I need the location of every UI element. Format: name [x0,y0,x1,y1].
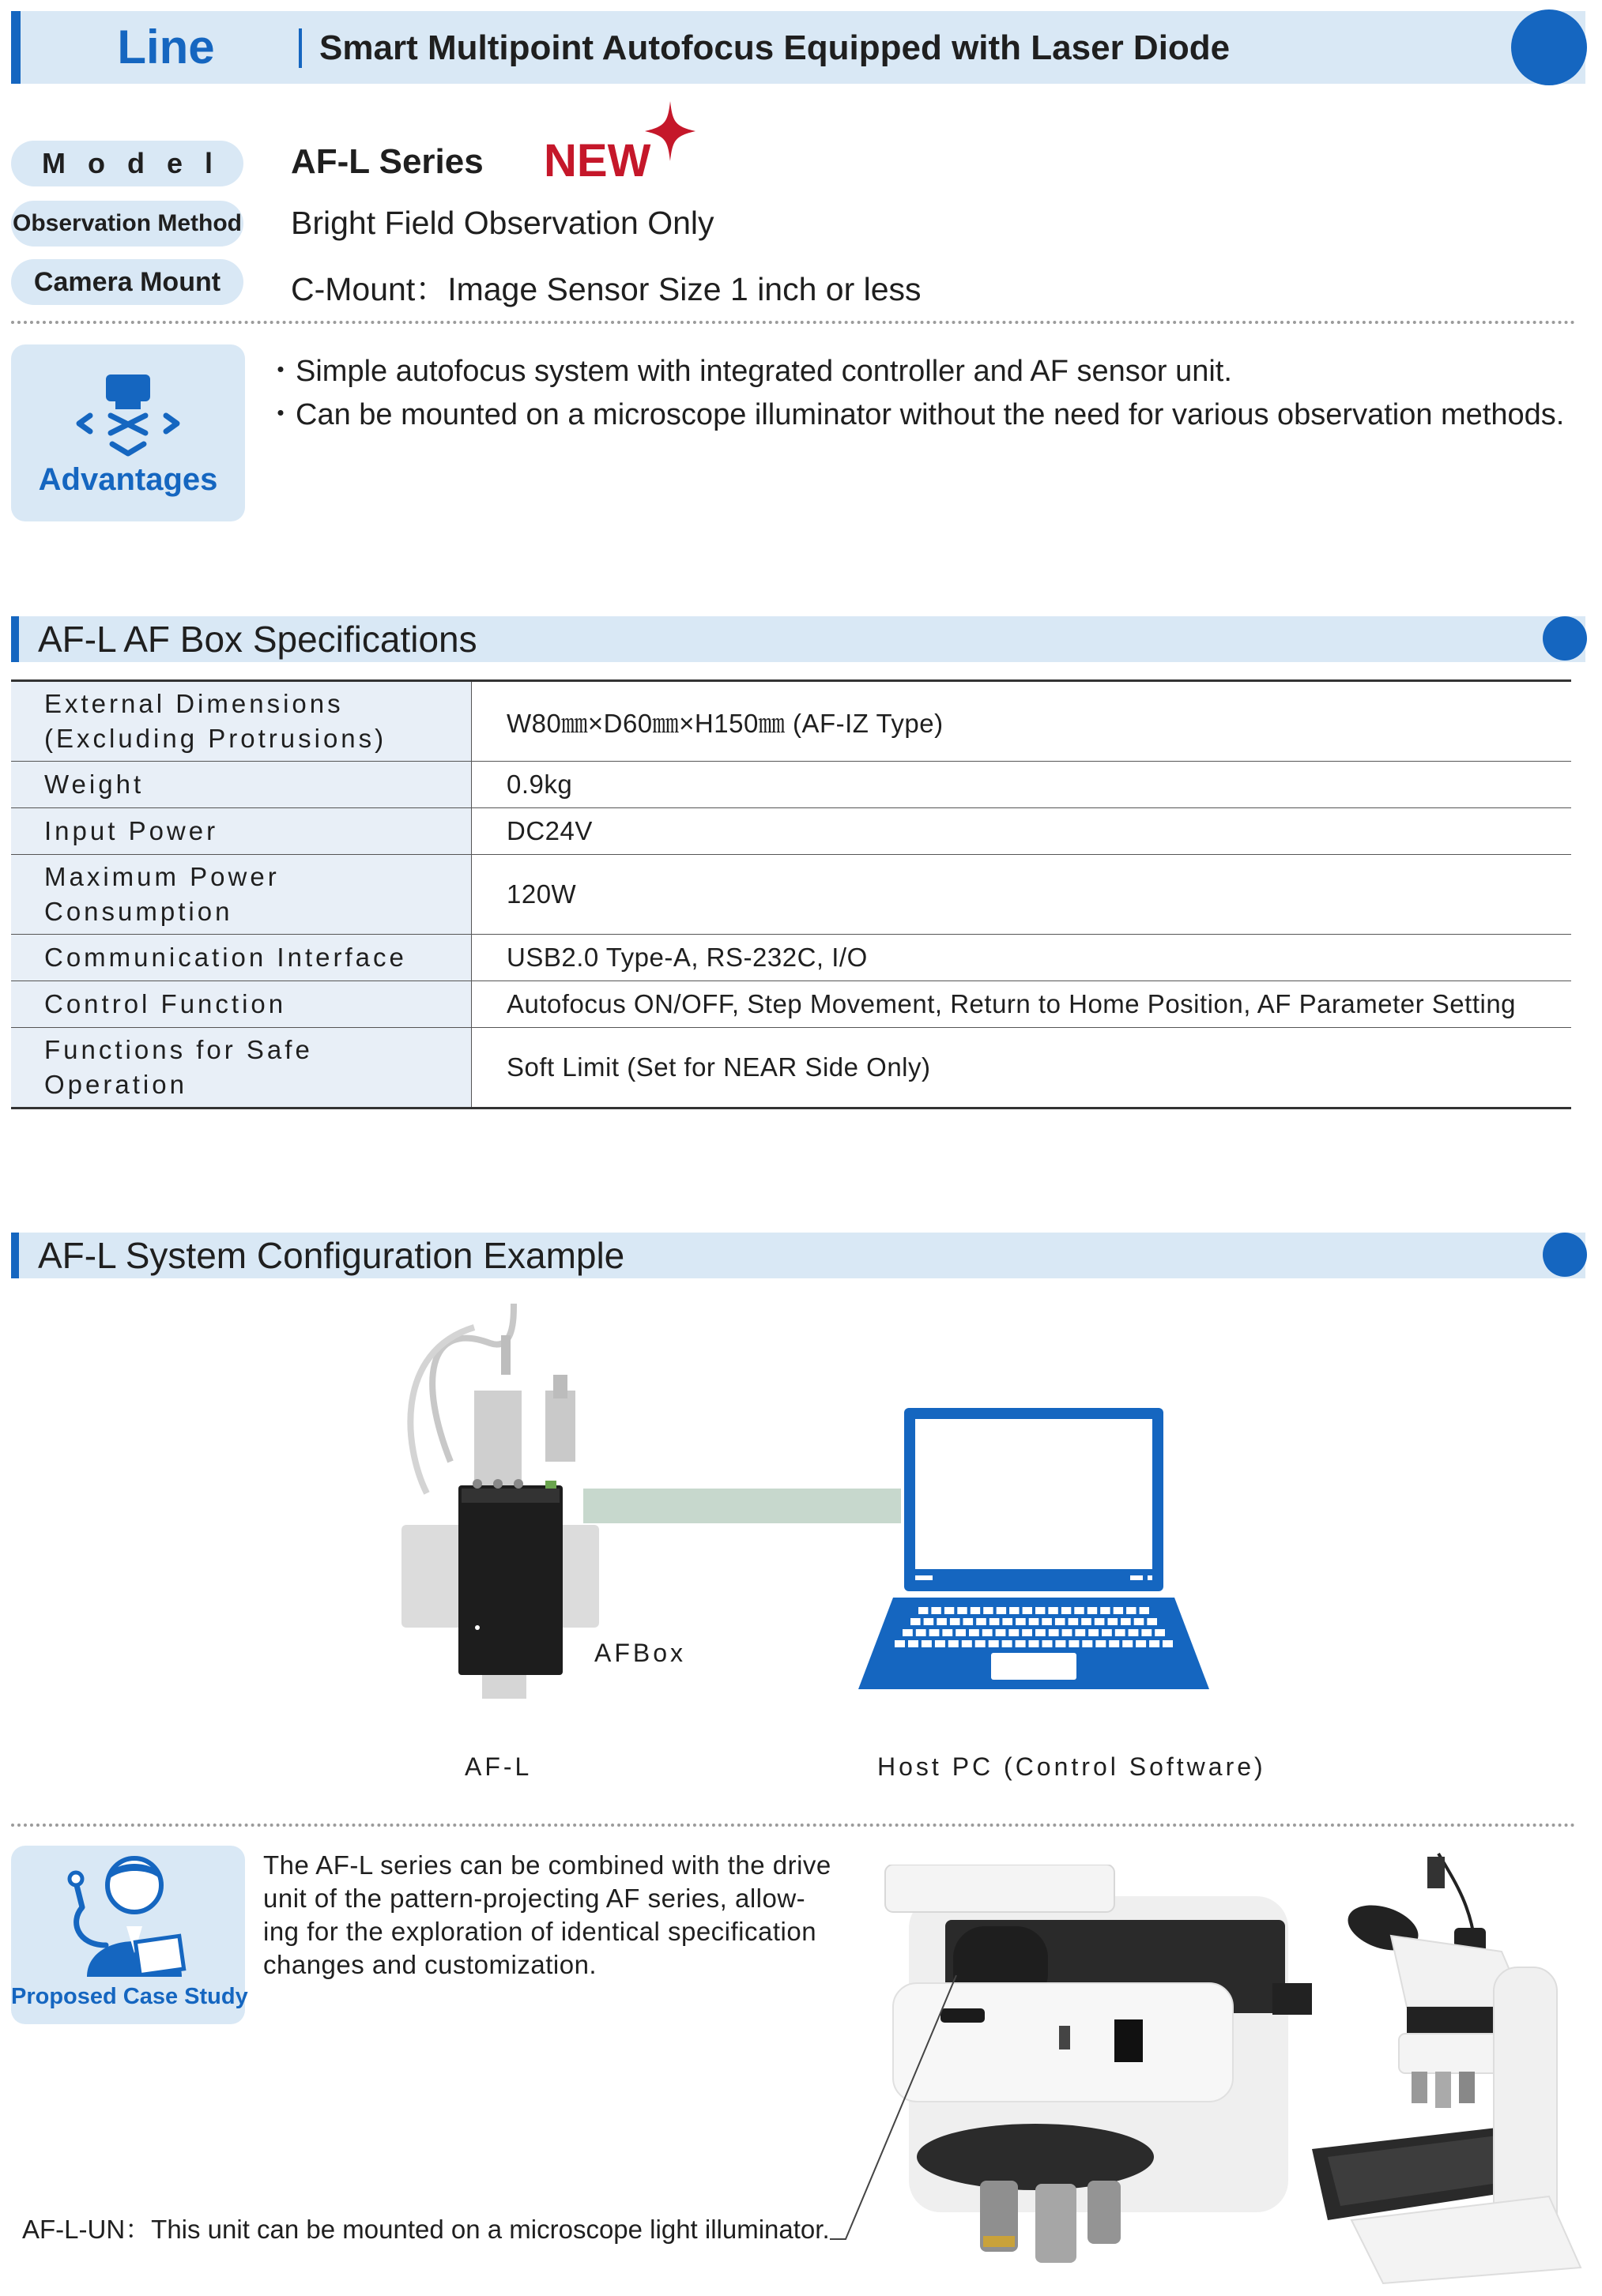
observation-method-label: Observation Method [11,201,243,247]
table-row [11,762,1571,808]
keyboard-key [1081,1618,1091,1625]
spec-key-line: Operation [44,1070,187,1099]
keyboard-key [935,1640,945,1647]
keyboard-key [971,1607,980,1614]
spec-key-line: Input Power [44,816,219,845]
callout-line [830,1975,964,2252]
keyboard-key [1100,1607,1110,1614]
keyboard-key [903,1629,913,1636]
new-badge: NEW [544,135,651,186]
keyboard-key [895,1640,905,1647]
keyboard-key [957,1607,967,1614]
spec-key [11,762,472,808]
advantages-label: Advantages [38,462,218,497]
keyboard-key [1009,1607,1019,1614]
keyboard-key [1149,1640,1159,1647]
keyboard-key [969,1629,979,1636]
keyboard-key [942,1629,952,1636]
keyboard-key [1002,1618,1012,1625]
table-row [11,1028,1571,1108]
keyboard-key [1069,1640,1079,1647]
specs-accent-bar [11,616,19,662]
keyboard-key [1126,1607,1136,1614]
spec-value: 0.9kg [472,762,1572,808]
keyboard-key [924,1618,934,1625]
advantage-item-1: ・Simple autofocus system with integrated controller and AF sensor unit. [266,355,1232,388]
keyboard-key [950,1618,960,1625]
keyboard-key [1102,1629,1112,1636]
businessman-icon [58,1850,198,1977]
spec-key-line: Maximum Power [44,862,280,891]
unit-note: AF-L-UN：This unit can be mounted on a microscope light illuminator. [22,2215,830,2244]
keyboard-key [1122,1640,1133,1647]
table-row [11,808,1571,855]
keyboard-key [1055,1640,1065,1647]
case-study-label: Proposed Case Study [11,1984,248,2009]
keyboard-key [1095,1640,1106,1647]
keyboard-key [997,1607,1006,1614]
keyboard-key [1002,1640,1012,1647]
keyboard-key [937,1618,947,1625]
keyboard-key [1134,1618,1144,1625]
keyboard-key [1114,1607,1123,1614]
keyboard-key [908,1640,918,1647]
advantage-item-2: ・Can be mounted on a microscope illuminator without the need for various observation methods. [266,398,1565,431]
spec-key [11,981,472,1028]
spec-value: W80㎜×D60㎜×H150㎜ (AF-IZ Type) [472,681,1572,762]
keyboard-key [1082,1640,1092,1647]
afl-label: AF-L [465,1752,533,1781]
keyboard-key [929,1629,940,1636]
case-study-text [263,1849,848,1982]
header-dot-icon [1511,9,1587,85]
specs-section-title: AF-L AF Box Specifications [38,619,477,660]
header-accent-bar [11,11,21,84]
spec-key [11,1028,472,1108]
keyboard-key [1095,1618,1105,1625]
keyboard-key [982,1629,993,1636]
afbox-label: AFBox [594,1639,687,1667]
keyboard-key [1075,1629,1085,1636]
microscope-autofocus-icon [73,370,183,465]
sparkle-icon [645,101,695,161]
spec-key-line: External Dimensions [44,689,344,718]
system-dot-icon [1543,1233,1587,1277]
keyboard-key [948,1640,959,1647]
spec-key [11,855,472,935]
keyboard-key [1155,1629,1165,1636]
keyboard-key [1016,1618,1026,1625]
header-title: Smart Multipoint Autofocus Equipped with Laser Diode [319,28,1231,67]
keyboard-key [1029,1618,1039,1625]
keyboard-key [962,1640,972,1647]
keyboard-key [1062,1629,1072,1636]
keyboard-key [976,1618,986,1625]
keyboard-key [956,1629,966,1636]
keyboard-key [1088,1629,1099,1636]
keyboard-key [1049,1629,1059,1636]
keyboard-key [989,1640,999,1647]
keyboard-key [1147,1618,1157,1625]
spec-value: Autofocus ON/OFF, Step Movement, Return to Home Position, AF Parameter Setting [472,981,1572,1028]
header-separator [299,28,302,68]
keyboard-key [983,1607,993,1614]
spec-key-line: Weight [44,770,145,799]
keyboard-key [1008,1629,1019,1636]
case-study-line: changes and customization. [263,1950,597,1979]
table-row [11,935,1571,981]
keyboard-key [996,1629,1006,1636]
table-row [11,855,1571,935]
table-row [11,981,1571,1028]
table-row [11,681,1571,762]
camera-mount-label: Camera Mount [11,259,243,305]
spec-key [11,935,472,981]
keyboard-key [1115,1629,1125,1636]
header-category: Line [117,21,215,73]
keyboard-key [1042,1640,1053,1647]
spec-value: 120W [472,855,1572,935]
keyboard-key [1129,1629,1139,1636]
connection-cable [583,1489,901,1523]
keyboard-key [910,1618,921,1625]
spec-key-line: Control Function [44,989,287,1018]
spec-value: DC24V [472,808,1572,855]
observation-method-value: Bright Field Observation Only [291,205,714,241]
camera-mount-value: C-Mount：Image Sensor Size 1 inch or less [291,271,922,307]
specs-dot-icon [1543,616,1587,661]
spec-value: USB2.0 Type-A, RS-232C, I/O [472,935,1572,981]
divider [11,321,1576,324]
microscope-full-image [1296,1849,1596,2291]
spec-key-line: Functions for Safe [44,1035,313,1064]
keyboard-key [1136,1640,1146,1647]
spec-key [11,808,472,855]
spec-key-line: Consumption [44,897,233,926]
model-value: AF-L Series [291,142,484,181]
divider [11,1824,1576,1827]
laptop-icon [858,1408,1209,1689]
keyboard-key [1042,1618,1052,1625]
system-accent-bar [11,1233,19,1278]
keyboard-key [963,1618,974,1625]
keyboard-key [1048,1607,1057,1614]
keyboard-key [1023,1607,1032,1614]
specs-table [11,679,1571,1109]
keyboard-key [1074,1607,1084,1614]
keyboard-key [989,1618,1000,1625]
keyboard-key [922,1640,932,1647]
keyboard-key [1109,1640,1119,1647]
spec-key-line: (Excluding Protrusions) [44,724,387,753]
keyboard-key [1035,1629,1046,1636]
keyboard-key [918,1607,928,1614]
spec-value: Soft Limit (Set for NEAR Side Only) [472,1028,1572,1108]
case-study-line: ing for the exploration of identical specification [263,1917,817,1946]
keyboard-key [1121,1618,1131,1625]
case-study-line: The AF-L series can be combined with the drive [263,1850,831,1880]
keyboard-key [931,1607,940,1614]
keyboard-key [1140,1607,1149,1614]
keyboard-key [1108,1618,1118,1625]
keyboard-key [1069,1618,1079,1625]
spec-key-line: Communication Interface [44,943,407,972]
keyboard-key [1022,1629,1032,1636]
keyboard-key [944,1607,954,1614]
keyboard-key [916,1629,926,1636]
keyboard-key [1061,1607,1071,1614]
model-label: Model [11,141,243,186]
keyboard-key [1055,1618,1065,1625]
case-study-line: unit of the pattern-projecting AF series, allow- [263,1884,806,1913]
keyboard-key [975,1640,986,1647]
keyboard-key [1016,1640,1026,1647]
host-pc-label: Host PC (Control Software) [877,1752,1266,1781]
keyboard-key [1087,1607,1097,1614]
system-section-title: AF-L System Configuration Example [38,1235,625,1276]
keyboard-key [1029,1640,1039,1647]
keyboard-key [1035,1607,1045,1614]
keyboard-key [1141,1629,1152,1636]
keyboard-key [1163,1640,1173,1647]
spec-key [11,681,472,762]
